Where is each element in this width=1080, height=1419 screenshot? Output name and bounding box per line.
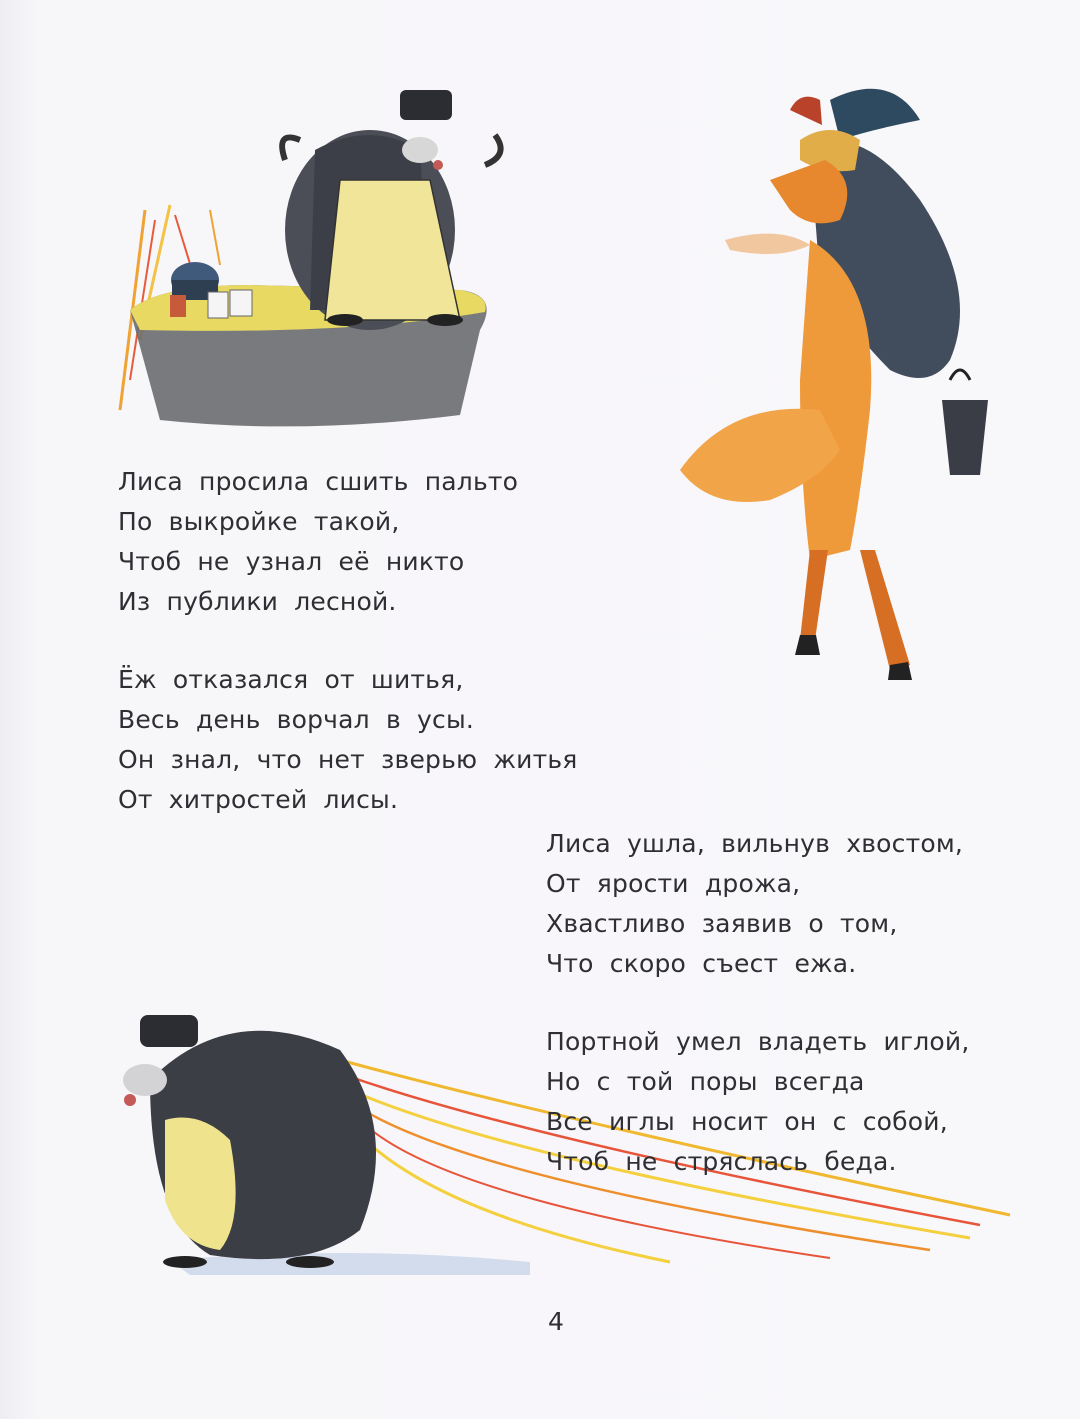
hedgehog-tailor-illustration bbox=[100, 80, 540, 440]
stanza-line: По выкройке такой, bbox=[118, 507, 400, 536]
stanza-line: Но с той поры всегда bbox=[546, 1067, 865, 1096]
stanza-3 bbox=[546, 824, 963, 984]
stanza-line: Чтоб не стряслась беда. bbox=[546, 1147, 897, 1176]
stanza-line: Что скоро съест ежа. bbox=[546, 949, 857, 978]
stanza-4 bbox=[546, 1022, 970, 1182]
stanza-line: Чтоб не узнал её никто bbox=[118, 547, 465, 576]
stanza-1 bbox=[118, 462, 518, 622]
stanza-line: Лиса просила сшить пальто bbox=[118, 467, 519, 496]
stanza-line: Ёж отказался от шитья, bbox=[118, 665, 464, 694]
stanza-line: Он знал, что нет зверью житья bbox=[118, 745, 578, 774]
stanza-2 bbox=[118, 660, 578, 820]
stanza-line: Весь день ворчал в усы. bbox=[118, 705, 475, 734]
stanza-line: Все иглы носит он с собой, bbox=[546, 1107, 948, 1136]
stanza-line: Портной умел владеть иглой, bbox=[546, 1027, 970, 1056]
stanza-line: Из публики лесной. bbox=[118, 587, 397, 616]
stanza-line: От хитростей лисы. bbox=[118, 785, 399, 814]
fox-in-disguise-illustration bbox=[650, 80, 1010, 690]
stanza-line: Хвастливо заявив о том, bbox=[546, 909, 898, 938]
stanza-line: Лиса ушла, вильнув хвостом, bbox=[546, 829, 964, 858]
stanza-line: От ярости дрожа, bbox=[546, 869, 801, 898]
page-number: 4 bbox=[548, 1307, 564, 1336]
